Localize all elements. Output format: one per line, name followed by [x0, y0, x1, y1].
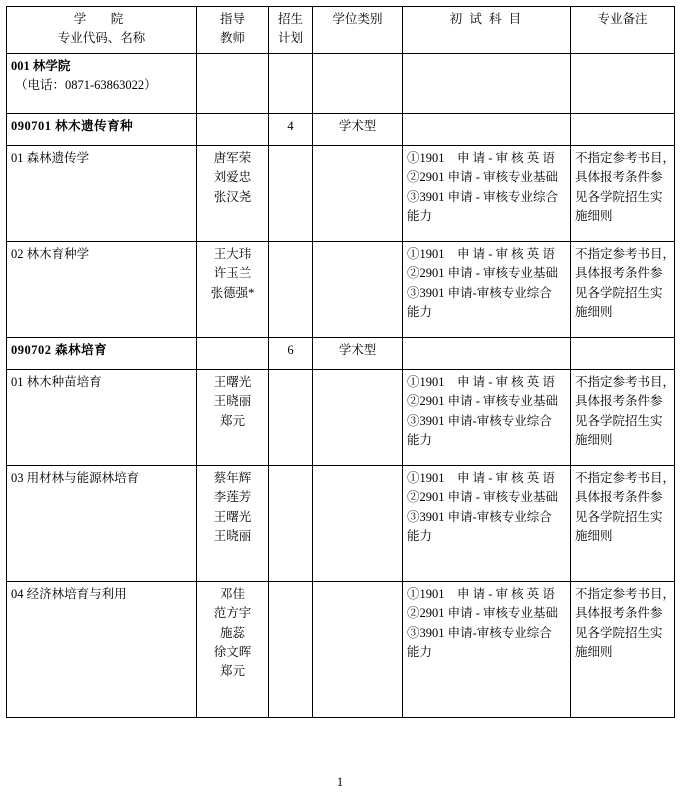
table-row — [7, 113, 675, 145]
teacher-cell-line: 王大玮 — [213, 246, 252, 261]
teacher-cell-lines — [201, 373, 264, 431]
subject-cell-lines — [407, 149, 566, 227]
remark-cell — [571, 369, 675, 465]
remark-cell — [571, 53, 675, 113]
teacher-cell-line: 张汉尧 — [213, 189, 252, 204]
remark-cell-line: 具体报考条件参 — [575, 394, 663, 409]
header-row — [7, 7, 675, 54]
degree-cell — [313, 369, 403, 465]
table-row — [7, 369, 675, 465]
admissions-table — [6, 6, 675, 718]
plan-cell: 6 — [269, 337, 313, 369]
remark-cell-lines — [575, 245, 676, 323]
subject-cell — [403, 581, 571, 717]
teacher-cell-line: 王曙光 — [213, 509, 252, 524]
degree-cell — [313, 581, 403, 717]
teacher-cell-line: 郑元 — [219, 413, 245, 428]
teacher-cell — [197, 581, 269, 717]
teacher-cell-lines — [201, 149, 264, 207]
college-cell — [7, 53, 197, 113]
plan-cell — [269, 581, 313, 717]
teacher-cell-line: 张德强* — [210, 285, 255, 300]
header-remark-label: 专业备注 — [597, 12, 648, 26]
degree-cell — [313, 465, 403, 581]
remark-cell-line: 不指定参考书目， — [575, 586, 676, 601]
remark-cell-line: 施细则 — [575, 432, 613, 447]
subject-cell-line: 能力 — [407, 432, 433, 447]
subject-cell-line: 能力 — [407, 304, 433, 319]
plan-cell — [269, 241, 313, 337]
teacher-cell — [197, 369, 269, 465]
major-cell — [7, 337, 197, 369]
subject-cell-line: ①1901 申 请 - 审 核 英 语 — [407, 470, 555, 485]
subject-cell-line: ③3901 申请-审核专业综合 — [407, 509, 552, 524]
table-row — [7, 581, 675, 717]
remark-cell-line: 见各学院招生实 — [575, 625, 663, 640]
subject-cell-line: ②2901 申请 - 审核专业基础 — [407, 394, 559, 409]
major-name: 090702 森林培育 — [11, 342, 108, 357]
direction-name: 01 林木种苗培育 — [11, 374, 102, 389]
remark-cell-line: 不指定参考书目， — [575, 470, 676, 485]
teacher-cell — [197, 145, 269, 241]
remark-cell-line: 见各学院招生实 — [575, 285, 663, 300]
remark-cell-line: 不指定参考书目， — [575, 246, 676, 261]
subject-cell-line: 能力 — [407, 208, 433, 223]
teacher-cell-line: 王曙光 — [213, 374, 252, 389]
direction-cell — [7, 581, 197, 717]
direction-cell — [7, 465, 197, 581]
remark-cell-lines — [575, 149, 676, 227]
degree-cell — [313, 53, 403, 113]
direction-name: 03 用材林与能源林培育 — [11, 470, 140, 485]
subject-cell-line: ②2901 申请 - 审核专业基础 — [407, 606, 559, 621]
remark-cell — [571, 145, 675, 241]
remark-cell — [571, 581, 675, 717]
remark-cell-lines — [575, 469, 676, 547]
remark-cell-lines — [575, 585, 676, 663]
teacher-cell-line: 刘爱忠 — [213, 170, 252, 185]
subject-cell — [403, 337, 571, 369]
remark-cell — [571, 241, 675, 337]
remark-cell-line: 施细则 — [575, 208, 613, 223]
remark-cell — [571, 465, 675, 581]
table-row — [7, 465, 675, 581]
remark-cell-line: 具体报考条件参 — [575, 490, 663, 505]
remark-cell-line: 见各学院招生实 — [575, 413, 663, 428]
remark-cell-line: 施细则 — [575, 528, 613, 543]
subject-cell-line: ①1901 申 请 - 审 核 英 语 — [407, 374, 555, 389]
direction-name: 04 经济林培育与利用 — [11, 586, 127, 601]
remark-cell-lines — [575, 373, 676, 451]
remark-cell-line: 具体报考条件参 — [575, 170, 663, 185]
teacher-cell-line: 唐军荣 — [213, 150, 252, 165]
header-plan — [269, 7, 313, 54]
major-cell — [7, 113, 197, 145]
table-row — [7, 241, 675, 337]
college-phone: （电话：0871-63863022） — [15, 78, 157, 93]
teacher-cell-line: 邓佳 — [219, 586, 245, 601]
header-teacher-line1: 指导 — [219, 12, 245, 26]
plan-cell — [269, 145, 313, 241]
header-teacher-line2: 教师 — [219, 31, 245, 46]
header-plan-line2: 计划 — [277, 31, 303, 46]
subject-cell-line: 能力 — [407, 528, 433, 543]
subject-cell-line: ②2901 申请 - 审核专业基础 — [407, 490, 559, 505]
teacher-cell-line: 王晓丽 — [213, 528, 252, 543]
subject-cell-line: ③3901 申请-审核专业综合 — [407, 625, 552, 640]
remark-cell-line: 具体报考条件参 — [575, 266, 663, 281]
teacher-cell-line: 李莲芳 — [213, 490, 252, 505]
teacher-cell-lines — [201, 469, 264, 547]
header-subject — [403, 7, 571, 54]
teacher-cell-line: 徐文晖 — [213, 644, 252, 659]
degree-cell: 学术型 — [313, 113, 403, 145]
teacher-cell-line: 王晓丽 — [213, 394, 252, 409]
teacher-cell-line: 蔡年辉 — [213, 470, 252, 485]
header-college-line1: 学 院 — [73, 12, 130, 26]
degree-cell — [313, 241, 403, 337]
subject-cell-lines — [407, 469, 566, 547]
table-row — [7, 337, 675, 369]
subject-cell-lines — [407, 373, 566, 451]
remark-cell-line: 不指定参考书目， — [575, 374, 676, 389]
subject-cell-line: 能力 — [407, 644, 433, 659]
header-college-line2: 专业代码、名称 — [57, 31, 146, 46]
remark-cell-line: 具体报考条件参 — [575, 606, 663, 621]
remark-cell-line: 见各学院招生实 — [575, 189, 663, 204]
subject-cell — [403, 241, 571, 337]
degree-cell: 学术型 — [313, 337, 403, 369]
teacher-cell — [197, 337, 269, 369]
remark-cell — [571, 113, 675, 145]
subject-cell-line: ③3901 申请-审核专业综合 — [407, 413, 552, 428]
table-body — [7, 53, 675, 717]
header-college — [7, 7, 197, 54]
teacher-cell-line: 许玉兰 — [213, 266, 252, 281]
header-degree-label: 学位类别 — [332, 12, 383, 26]
remark-cell-line: 施细则 — [575, 644, 613, 659]
subject-cell-line: ②2901 申请 - 审核专业基础 — [407, 266, 559, 281]
header-plan-line1: 招生 — [277, 12, 303, 26]
direction-cell — [7, 241, 197, 337]
teacher-cell-line: 范方宇 — [213, 606, 252, 621]
teacher-cell — [197, 241, 269, 337]
subject-cell-lines — [407, 585, 566, 663]
table-row — [7, 145, 675, 241]
subject-cell-line: ①1901 申 请 - 审 核 英 语 — [407, 150, 555, 165]
teacher-cell-line: 郑元 — [219, 664, 245, 679]
degree-cell — [313, 145, 403, 241]
subject-cell — [403, 145, 571, 241]
teacher-cell-lines — [201, 245, 264, 303]
page-number: 1 — [336, 775, 344, 789]
header-degree — [313, 7, 403, 54]
direction-name: 01 森林遗传学 — [11, 150, 90, 165]
remark-cell — [571, 337, 675, 369]
teacher-cell-lines — [201, 585, 264, 682]
subject-cell — [403, 113, 571, 145]
teacher-cell — [197, 113, 269, 145]
subject-cell-line: ①1901 申 请 - 审 核 英 语 — [407, 246, 555, 261]
subject-cell-line: ②2901 申请 - 审核专业基础 — [407, 170, 559, 185]
teacher-cell-line: 施蕊 — [219, 625, 245, 640]
header-remark — [571, 7, 675, 54]
major-name: 090701 林木遗传育种 — [11, 118, 134, 133]
subject-cell — [403, 53, 571, 113]
plan-cell — [269, 369, 313, 465]
direction-name: 02 林木育种学 — [11, 246, 90, 261]
plan-cell — [269, 53, 313, 113]
college-title: 001 林学院 — [11, 58, 71, 73]
subject-cell — [403, 465, 571, 581]
direction-cell — [7, 145, 197, 241]
table-row — [7, 53, 675, 113]
plan-cell: 4 — [269, 113, 313, 145]
subject-cell-line: ③3901 申请 - 审核专业综合 — [407, 189, 559, 204]
table-header — [7, 7, 675, 54]
teacher-cell — [197, 465, 269, 581]
direction-cell — [7, 369, 197, 465]
teacher-cell — [197, 53, 269, 113]
subject-cell — [403, 369, 571, 465]
subject-cell-line: ①1901 申 请 - 审 核 英 语 — [407, 586, 555, 601]
remark-cell-line: 不指定参考书目， — [575, 150, 676, 165]
subject-cell-lines — [407, 245, 566, 323]
header-subject-label: 初 试 科 目 — [449, 12, 524, 26]
plan-cell — [269, 465, 313, 581]
header-teacher — [197, 7, 269, 54]
remark-cell-line: 见各学院招生实 — [575, 509, 663, 524]
subject-cell-line: ③3901 申请-审核专业综合 — [407, 285, 552, 300]
remark-cell-line: 施细则 — [575, 304, 613, 319]
